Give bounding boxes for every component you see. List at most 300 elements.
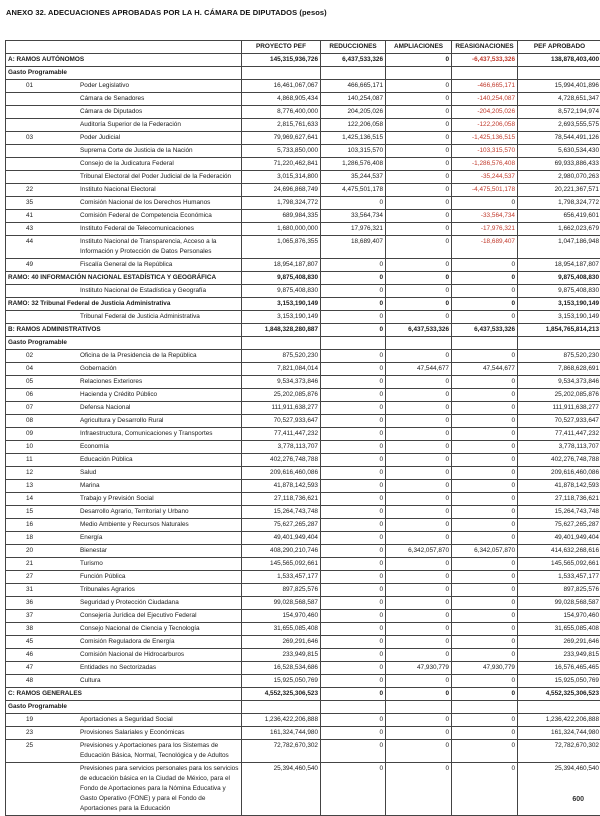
row-value-cell: 3,153,190,149	[518, 311, 600, 324]
row-value-cell	[242, 67, 321, 80]
row-value-cell: 33,564,734	[321, 210, 386, 223]
row-value-cell: 0	[452, 610, 518, 623]
row-value-cell: 99,028,568,587	[518, 597, 600, 610]
row-code: 47	[8, 663, 80, 673]
row-label: Cámara de Diputados	[80, 107, 239, 117]
row-code: 10	[8, 442, 80, 452]
table-row	[6, 584, 600, 597]
row-value-cell: 5,733,850,000	[242, 145, 321, 158]
row-value-cell: 0	[386, 558, 452, 571]
row-value-cell: 0	[321, 506, 386, 519]
table-row	[6, 763, 600, 816]
table-row	[6, 675, 600, 688]
table-row	[6, 480, 600, 493]
row-value-cell: 161,324,744,980	[518, 727, 600, 740]
row-label: Aportaciones a Seguridad Social	[80, 715, 239, 725]
row-code: 07	[8, 403, 80, 413]
row-code: 20	[8, 546, 80, 556]
row-value-cell: 0	[386, 132, 452, 145]
row-value-cell: 1,662,023,679	[518, 223, 600, 236]
row-value-cell: 0	[452, 428, 518, 441]
row-value-cell: 0	[386, 727, 452, 740]
table-row	[6, 171, 600, 184]
row-value-cell: 0	[321, 584, 386, 597]
row-label: Tribunales Agrarios	[80, 585, 239, 595]
table-row	[6, 532, 600, 545]
row-value-cell: 77,411,447,232	[518, 428, 600, 441]
row-value-cell: 0	[452, 623, 518, 636]
row-code: 06	[8, 390, 80, 400]
row-code: 49	[8, 260, 80, 270]
row-code: 38	[8, 624, 80, 634]
row-label: Relaciones Exteriores	[80, 377, 239, 387]
budget-table-body	[6, 54, 600, 816]
row-value-cell: 24,696,868,749	[242, 184, 321, 197]
row-label: Poder Judicial	[80, 133, 239, 143]
row-label-cell	[6, 454, 242, 467]
row-code: 36	[8, 598, 80, 608]
row-value-cell: 103,315,570	[321, 145, 386, 158]
row-value-cell: 72,782,670,302	[518, 740, 600, 763]
row-value-cell: 18,954,187,807	[518, 259, 600, 272]
row-value-cell: 78,544,491,126	[518, 132, 600, 145]
row-label: Comisión Federal de Competencia Económica	[80, 211, 239, 221]
row-value-cell: 0	[452, 675, 518, 688]
row-label: Instituto Nacional Electoral	[80, 185, 239, 195]
row-code: 31	[8, 585, 80, 595]
row-value-cell: 0	[321, 740, 386, 763]
row-value-cell: 2,815,761,633	[242, 119, 321, 132]
row-value-cell: 0	[321, 532, 386, 545]
row-label-cell	[6, 402, 242, 415]
row-value-cell: 0	[321, 363, 386, 376]
row-label: Provisiones Salariales y Económicas	[80, 728, 239, 738]
row-label: Educación Pública	[80, 455, 239, 465]
row-label: Comisión Nacional de los Derechos Humanos	[80, 198, 239, 208]
row-value-cell: -1,425,136,515	[452, 132, 518, 145]
row-value-cell: 0	[321, 467, 386, 480]
row-value-cell: 269,291,646	[518, 636, 600, 649]
row-value-cell: 31,655,085,408	[242, 623, 321, 636]
row-value-cell: 204,205,026	[321, 106, 386, 119]
row-label-cell	[6, 259, 242, 272]
table-row	[6, 623, 600, 636]
row-value-cell: 0	[321, 415, 386, 428]
row-code	[8, 94, 80, 104]
row-label-cell	[6, 662, 242, 675]
row-value-cell: 145,565,092,661	[242, 558, 321, 571]
row-label-cell	[6, 80, 242, 93]
row-value-cell: 0	[452, 688, 518, 701]
table-row	[6, 558, 600, 571]
row-value-cell: -4,475,501,178	[452, 184, 518, 197]
table-row	[6, 145, 600, 158]
row-value-cell: 27,118,736,621	[242, 493, 321, 506]
row-value-cell: 0	[452, 727, 518, 740]
row-value-cell: 0	[321, 259, 386, 272]
row-value-cell	[452, 337, 518, 350]
row-value-cell: 0	[321, 636, 386, 649]
row-value-cell: 0	[321, 493, 386, 506]
row-value-cell: 0	[321, 714, 386, 727]
row-value-cell: 154,970,460	[242, 610, 321, 623]
row-value-cell: 0	[452, 480, 518, 493]
table-row	[6, 688, 600, 701]
row-value-cell: 233,949,815	[242, 649, 321, 662]
table-row	[6, 158, 600, 171]
row-value-cell: 0	[321, 454, 386, 467]
table-row	[6, 597, 600, 610]
row-value-cell	[386, 67, 452, 80]
row-label-cell	[6, 584, 242, 597]
row-code	[8, 146, 80, 156]
row-code: 01	[8, 81, 80, 91]
table-row	[6, 493, 600, 506]
row-value-cell: 0	[452, 441, 518, 454]
row-value-cell: 41,878,142,593	[518, 480, 600, 493]
table-row	[6, 106, 600, 119]
row-value-cell: 689,984,335	[242, 210, 321, 223]
row-label-cell	[6, 428, 242, 441]
row-code: 22	[8, 185, 80, 195]
row-value-cell: 4,868,905,434	[242, 93, 321, 106]
row-value-cell: 16,461,067,067	[242, 80, 321, 93]
row-value-cell: 154,970,460	[518, 610, 600, 623]
row-value-cell: 656,419,601	[518, 210, 600, 223]
row-label-cell	[6, 597, 242, 610]
row-value-cell: 0	[386, 454, 452, 467]
row-value-cell: 1,680,000,000	[242, 223, 321, 236]
row-value-cell: 0	[386, 740, 452, 763]
row-value-cell: 0	[386, 184, 452, 197]
row-value-cell: 3,153,190,149	[242, 311, 321, 324]
row-value-cell: 16,528,534,686	[242, 662, 321, 675]
row-value-cell: 9,875,408,830	[242, 285, 321, 298]
row-value-cell: 0	[321, 324, 386, 337]
row-code: 05	[8, 377, 80, 387]
row-value-cell: 8,572,194,974	[518, 106, 600, 119]
row-label-cell	[6, 558, 242, 571]
row-value-cell: 69,933,886,433	[518, 158, 600, 171]
row-value-cell: 0	[321, 389, 386, 402]
table-row	[6, 441, 600, 454]
row-value-cell: 0	[386, 597, 452, 610]
row-value-cell: 0	[321, 350, 386, 363]
row-value-cell: 0	[321, 545, 386, 558]
table-row	[6, 54, 600, 67]
row-value-cell: 0	[386, 714, 452, 727]
table-row	[6, 727, 600, 740]
row-value-cell: 145,565,092,661	[518, 558, 600, 571]
row-label: Oficina de la Presidencia de la República	[80, 351, 239, 361]
table-row	[6, 519, 600, 532]
row-label: Agricultura y Desarrollo Rural	[80, 416, 239, 426]
row-value-cell: 0	[452, 376, 518, 389]
row-value-cell: 4,475,501,178	[321, 184, 386, 197]
row-value-cell: 47,544,677	[386, 363, 452, 376]
row-label-cell	[6, 376, 242, 389]
row-value-cell: 1,236,422,206,888	[518, 714, 600, 727]
row-value-cell: 0	[386, 272, 452, 285]
row-value-cell: 49,401,949,404	[518, 532, 600, 545]
row-label-cell	[6, 675, 242, 688]
row-code: 15	[8, 507, 80, 517]
row-value-cell	[321, 67, 386, 80]
row-value-cell: 209,616,460,086	[242, 467, 321, 480]
row-value-cell: 2,693,555,575	[518, 119, 600, 132]
table-row	[6, 132, 600, 145]
row-value-cell: 0	[321, 610, 386, 623]
row-value-cell: 1,533,457,177	[242, 571, 321, 584]
row-value-cell: 0	[452, 636, 518, 649]
row-value-cell: 0	[452, 389, 518, 402]
row-label-cell	[6, 363, 242, 376]
row-value-cell: 0	[452, 454, 518, 467]
row-code	[8, 159, 80, 169]
table-row	[6, 662, 600, 675]
row-label-cell	[6, 493, 242, 506]
row-value-cell: 35,244,537	[321, 171, 386, 184]
row-value-cell: 0	[321, 675, 386, 688]
row-value-cell: 0	[321, 376, 386, 389]
row-value-cell	[452, 67, 518, 80]
row-value-cell: 15,994,401,896	[518, 80, 600, 93]
row-label: Defensa Nacional	[80, 403, 239, 413]
table-row	[6, 428, 600, 441]
table-row	[6, 363, 600, 376]
row-value-cell: 0	[452, 298, 518, 311]
row-value-cell	[518, 701, 600, 714]
row-label: Hacienda y Crédito Público	[80, 390, 239, 400]
row-label: Seguridad y Protección Ciudadana	[80, 598, 239, 608]
row-value-cell: 1,848,328,280,887	[242, 324, 321, 337]
row-value-cell: 3,153,190,149	[518, 298, 600, 311]
row-label: Salud	[80, 468, 239, 478]
row-code: 04	[8, 364, 80, 374]
row-value-cell: 4,728,651,347	[518, 93, 600, 106]
row-value-cell: 233,949,815	[518, 649, 600, 662]
row-value-cell: 0	[452, 493, 518, 506]
row-label-cell	[6, 740, 242, 763]
row-value-cell: 0	[321, 623, 386, 636]
budget-table	[5, 40, 600, 816]
row-label-cell: Gasto Programable	[6, 337, 242, 350]
row-value-cell: 0	[452, 763, 518, 816]
row-code: 21	[8, 559, 80, 569]
row-value-cell: 0	[386, 480, 452, 493]
table-row	[6, 80, 600, 93]
table-row	[6, 337, 600, 350]
row-value-cell: 0	[386, 519, 452, 532]
row-value-cell: 6,437,533,326	[452, 324, 518, 337]
row-label-cell	[6, 93, 242, 106]
row-value-cell: 414,632,268,616	[518, 545, 600, 558]
row-code: 46	[8, 650, 80, 660]
row-value-cell: 1,236,422,206,888	[242, 714, 321, 727]
row-value-cell: 0	[386, 236, 452, 259]
row-value-cell: 0	[452, 402, 518, 415]
row-value-cell: 875,520,230	[518, 350, 600, 363]
row-value-cell: 70,527,933,647	[518, 415, 600, 428]
row-code: 27	[8, 572, 80, 582]
row-value-cell: 0	[386, 763, 452, 816]
row-value-cell: 0	[386, 402, 452, 415]
row-value-cell: 0	[321, 402, 386, 415]
row-value-cell: 17,976,321	[321, 223, 386, 236]
row-value-cell: 0	[452, 558, 518, 571]
row-value-cell	[518, 337, 600, 350]
page-number: 600	[572, 796, 584, 803]
row-code: 13	[8, 481, 80, 491]
row-value-cell: 0	[321, 763, 386, 816]
row-label: Consejería Jurídica del Ejecutivo Federal	[80, 611, 239, 621]
row-value-cell: -33,564,734	[452, 210, 518, 223]
row-value-cell: 145,315,936,726	[242, 54, 321, 67]
header-proyecto-pef: PROYECTO PEF	[242, 41, 321, 54]
table-row	[6, 93, 600, 106]
row-code	[8, 286, 80, 296]
row-label: Función Pública	[80, 572, 239, 582]
row-value-cell: 0	[386, 441, 452, 454]
row-label-cell	[6, 171, 242, 184]
table-row	[6, 701, 600, 714]
row-label-cell	[6, 763, 242, 816]
row-value-cell: 0	[386, 584, 452, 597]
row-value-cell: 9,875,408,830	[518, 285, 600, 298]
row-label: Medio Ambiente y Recursos Naturales	[80, 520, 239, 530]
row-label: Consejo Nacional de Ciencia y Tecnología	[80, 624, 239, 634]
row-value-cell: 70,527,933,647	[242, 415, 321, 428]
row-value-cell: 6,437,533,326	[321, 54, 386, 67]
table-row	[6, 210, 600, 223]
row-label-cell	[6, 145, 242, 158]
row-value-cell: 209,616,460,086	[518, 467, 600, 480]
row-label-cell	[6, 571, 242, 584]
row-value-cell: 0	[452, 519, 518, 532]
row-value-cell: 140,254,087	[321, 93, 386, 106]
row-value-cell: 0	[386, 376, 452, 389]
row-value-cell: -103,315,570	[452, 145, 518, 158]
row-value-cell: 9,875,408,830	[242, 272, 321, 285]
row-value-cell: 8,776,400,000	[242, 106, 321, 119]
row-value-cell: -6,437,533,326	[452, 54, 518, 67]
row-label-cell: B: RAMOS ADMINISTRATIVOS	[6, 324, 242, 337]
row-value-cell: 0	[321, 298, 386, 311]
row-value-cell: -204,205,026	[452, 106, 518, 119]
row-value-cell: 0	[386, 571, 452, 584]
row-value-cell: 3,015,314,800	[242, 171, 321, 184]
row-label-cell	[6, 132, 242, 145]
row-value-cell: 269,291,646	[242, 636, 321, 649]
row-label-cell	[6, 532, 242, 545]
row-value-cell	[386, 337, 452, 350]
row-value-cell: 0	[386, 298, 452, 311]
header-reasignaciones: REASIGNACIONES	[452, 41, 518, 54]
row-value-cell: 0	[452, 350, 518, 363]
row-value-cell: 0	[386, 259, 452, 272]
row-code	[8, 312, 80, 322]
table-row	[6, 636, 600, 649]
row-label: Gobernación	[80, 364, 239, 374]
row-value-cell: 1,854,765,814,213	[518, 324, 600, 337]
table-header	[6, 41, 600, 54]
row-label: Energía	[80, 533, 239, 543]
row-label-cell: RAMO: 40 INFORMACIÓN NACIONAL ESTADÍSTICA Y GEOGRÁFICA	[6, 272, 242, 285]
row-code: 02	[8, 351, 80, 361]
table-row	[6, 402, 600, 415]
table-row	[6, 285, 600, 298]
row-value-cell: 1,286,576,408	[321, 158, 386, 171]
row-value-cell: 0	[321, 197, 386, 210]
document-title: ANEXO 32. ADECUACIONES APROBADAS POR LA H. CÁMARA DE DIPUTADOS (pesos)	[6, 8, 327, 17]
row-value-cell: 47,930,779	[386, 662, 452, 675]
row-value-cell: 0	[452, 285, 518, 298]
row-value-cell: 9,534,373,846	[242, 376, 321, 389]
row-value-cell: 0	[386, 171, 452, 184]
row-value-cell: 20,221,367,571	[518, 184, 600, 197]
row-value-cell: 0	[321, 688, 386, 701]
row-value-cell: 75,627,265,287	[518, 519, 600, 532]
row-code: 48	[8, 676, 80, 686]
row-value-cell: 7,868,628,691	[518, 363, 600, 376]
row-value-cell: 0	[321, 311, 386, 324]
row-value-cell: 0	[452, 714, 518, 727]
row-value-cell: 9,875,408,830	[518, 272, 600, 285]
row-value-cell: 18,689,407	[321, 236, 386, 259]
header-row	[6, 41, 600, 54]
row-code	[8, 107, 80, 117]
row-code: 41	[8, 211, 80, 221]
row-label-cell	[6, 623, 242, 636]
row-value-cell: 0	[386, 311, 452, 324]
row-label-cell	[6, 389, 242, 402]
row-label: Auditoría Superior de la Federación	[80, 120, 239, 130]
table-row	[6, 571, 600, 584]
table-row	[6, 67, 600, 80]
row-value-cell: 0	[452, 584, 518, 597]
row-label-cell	[6, 311, 242, 324]
table-row	[6, 454, 600, 467]
row-code: 16	[8, 520, 80, 530]
table-row	[6, 714, 600, 727]
row-value-cell	[386, 701, 452, 714]
row-value-cell: 0	[321, 558, 386, 571]
row-code: 03	[8, 133, 80, 143]
row-value-cell: 0	[386, 623, 452, 636]
header-reducciones: REDUCCIONES	[321, 41, 386, 54]
row-code: 35	[8, 198, 80, 208]
row-value-cell: 77,411,447,232	[242, 428, 321, 441]
row-code	[8, 764, 80, 814]
row-value-cell: 2,980,070,263	[518, 171, 600, 184]
row-code: 08	[8, 416, 80, 426]
row-label: Previsiones y Aportaciones para los Sistemas de Educación Básica, Normal, Tecnológica y de Adultos	[80, 741, 239, 761]
row-label: Tribunal Federal de Justicia Administrativa	[80, 312, 239, 322]
row-label: Comisión Reguladora de Energía	[80, 637, 239, 647]
row-label-cell: Gasto Programable	[6, 67, 242, 80]
row-label-cell	[6, 610, 242, 623]
row-label: Bienestar	[80, 546, 239, 556]
row-value-cell: -122,206,058	[452, 119, 518, 132]
row-value-cell: 0	[386, 210, 452, 223]
row-value-cell: 466,665,171	[321, 80, 386, 93]
row-value-cell: 6,342,057,870	[386, 545, 452, 558]
row-value-cell: 161,324,744,980	[242, 727, 321, 740]
row-value-cell: 0	[452, 571, 518, 584]
row-code: 45	[8, 637, 80, 647]
row-value-cell: 0	[452, 506, 518, 519]
row-label-cell	[6, 184, 242, 197]
